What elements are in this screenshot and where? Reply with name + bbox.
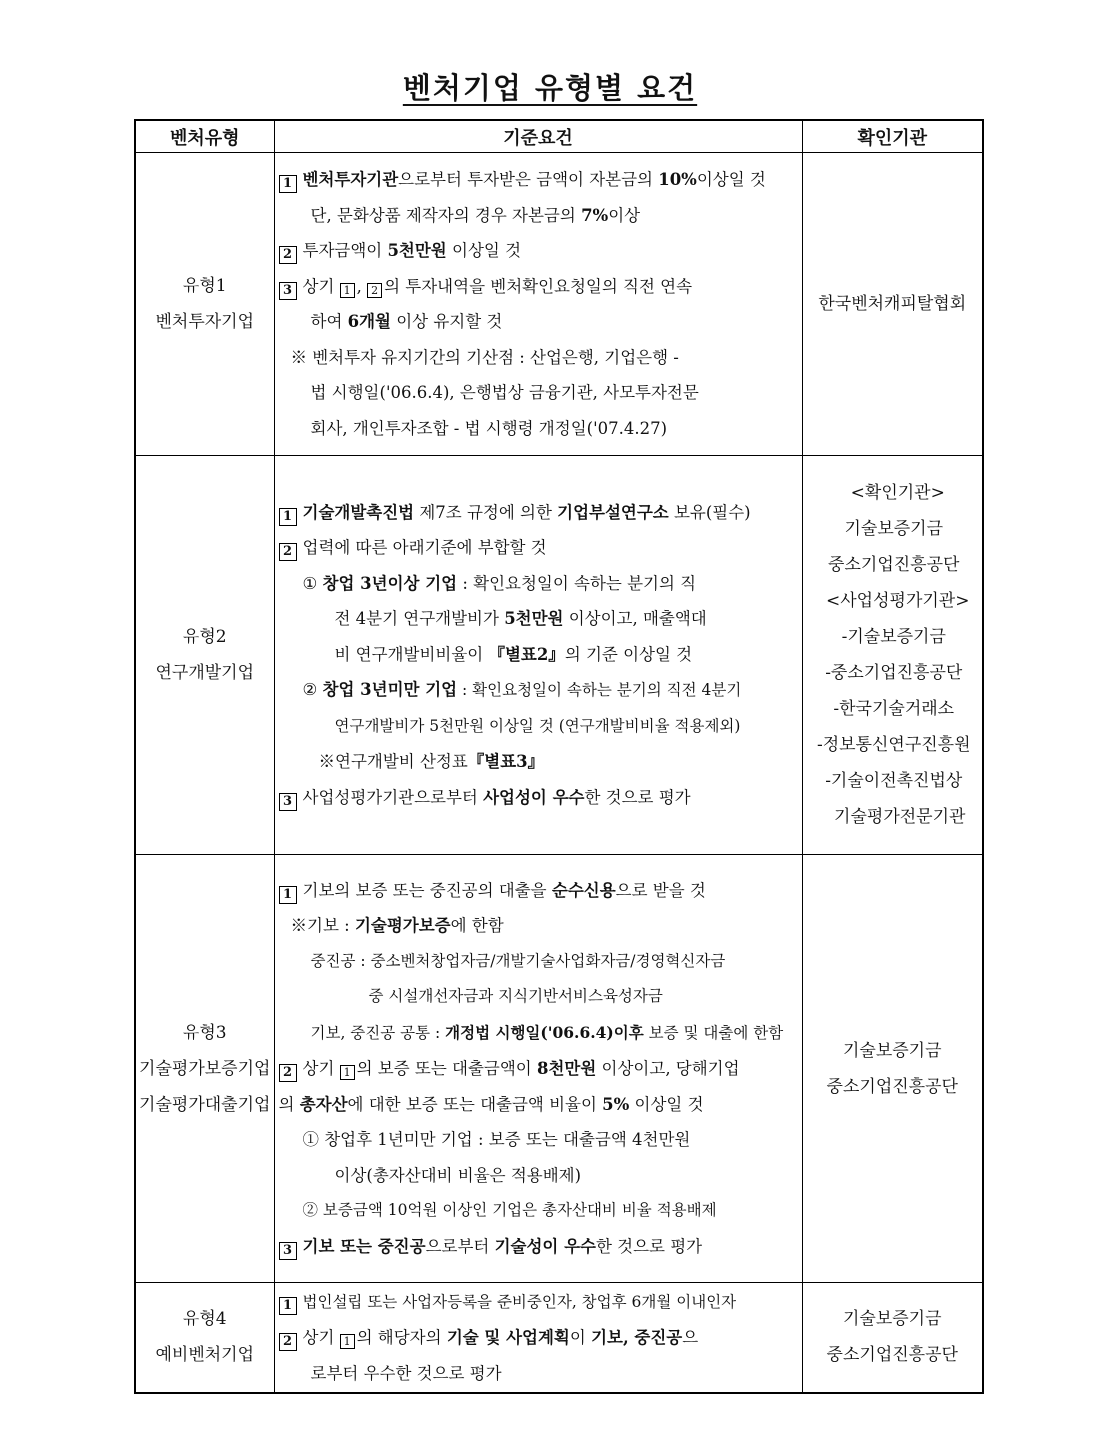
table-header-row [135, 120, 983, 153]
requirements-cell: 1 법인설립 또는 사업자등록을 준비중인자, 창업후 6개월 이내인자 2 상기 1 의 해당자의 기술 및 사업계획이 기보, 중진공으 로부터 우수한 것으로 평가 [274, 1283, 802, 1393]
numbered-box: 1 [340, 1334, 355, 1349]
table-row-type2 [135, 456, 983, 855]
requirements-cell: 1 기보의 보증 또는 중진공의 대출을 순수신용으로 받을 것 ※기보 : 기술평가보증에 한함 중진공 : 중소벤처창업자금/개발기술사업화자금/경영혁신자금 중 시설개선자금과 지식기반서비스육성자금 기보, 중진공 공통 : 개정법 시행일('06.6.4)이후 보증 및 대출에 한함 2 상기 1 의 보증 또는 대출금액이 8천만원 이상이고, 당해기업 의 총자산에 대한 보증 또는 대출금액 비율이 5% 이상일 것 ① 창업후 1년미만 기업 : 보증 또는 대출금액 4천만원 이상(총자산대비 비율은 적용배제) ② 보증금액 10억원 이상인 기업은 총자산대비 비율 적용배제 3 기보 또는 중진공으로부터 기술성이 우수한 것으로 평가 [274, 855, 802, 1283]
numbered-box: 2 [279, 246, 297, 264]
type-number: 유형3 [182, 1022, 227, 1043]
type-name: 기술평가대출기업 [139, 1094, 271, 1115]
note-line: ※ 벤처투자 유지기간의 기산점 : 산업은행, 기업은행 - [290, 347, 679, 367]
type-cell [135, 1283, 274, 1393]
agency-cell [802, 456, 983, 855]
numbered-box: 1 [279, 508, 297, 526]
agency-cell [802, 855, 983, 1283]
type-name: 벤처투자기업 [155, 312, 255, 332]
agency-name: 기술보증기금 [844, 519, 944, 539]
agency-name: -기술보증기금 [841, 627, 946, 647]
table-row-type4 [135, 1283, 983, 1393]
numbered-box: 2 [279, 1064, 297, 1082]
agency-name: 중소기업진흥공단 [828, 555, 960, 575]
agency-name: -정보통신연구진흥원 [816, 735, 971, 755]
agency-name: 중소기업진흥공단 [826, 1345, 958, 1366]
type-number: 유형1 [182, 276, 227, 296]
table-row-type1 [135, 153, 983, 456]
numbered-box: 3 [279, 1242, 297, 1260]
agency-name: <사업성평가기관> [826, 591, 970, 611]
type-name: 연구개발기업 [155, 663, 255, 683]
numbered-box: 1 [279, 886, 297, 904]
agency-cell [802, 153, 983, 456]
type-number: 유형2 [182, 627, 227, 647]
agency-name: 기술평가전문기관 [834, 807, 966, 827]
requirements-cell: 1 벤처투자기관으로부터 투자받은 금액이 자본금의 10%이상일 것 단, 문화상품 제작자의 경우 자본금의 7%이상 2 투자금액이 5천만원 이상일 것 3 상기 1 , 2 의 투자내역을 벤처확인요청일의 직전 연속 하여 6개월 이상 유지할 것 ※ 벤처투자 유지기간의 기산점 : 산업은행, 기업은행 - 법 시행일('06.6.4), 은행법상 금융기관, 사모투자전문 회사, 개인투자조합 - 법 시행령 개정일('07.4.27) [274, 153, 802, 456]
agency-name: 중소기업진흥공단 [826, 1076, 958, 1097]
numbered-box: 3 [279, 793, 297, 811]
agency-name: 기술보증기금 [842, 1040, 942, 1061]
type-cell [135, 855, 274, 1283]
numbered-box: 1 [279, 175, 297, 193]
type-cell [135, 456, 274, 855]
numbered-box: 2 [279, 543, 297, 561]
agency-name: -중소기업진흥공단 [825, 663, 963, 683]
agency-name: -기술이전촉진법상 [825, 771, 963, 791]
numbered-box: 2 [279, 1333, 297, 1351]
table-row-type3 [135, 855, 983, 1283]
numbered-box: 1 [340, 283, 355, 298]
header-requirements: 기준요건 [274, 120, 802, 153]
venture-requirements-table [134, 119, 984, 1394]
page-title: 벤처기업 유형별 요건 [402, 71, 698, 105]
agency-name: 기술보증기금 [842, 1309, 942, 1330]
numbered-box: 1 [279, 1297, 297, 1315]
type-number: 유형4 [182, 1309, 227, 1330]
header-confirming-agency: 확인기관 [802, 120, 983, 153]
numbered-box: 1 [340, 1065, 355, 1080]
numbered-box: 3 [279, 282, 297, 300]
type-name: 기술평가보증기업 [139, 1058, 271, 1079]
type-cell [135, 153, 274, 456]
agency-name: <확인기관> [850, 483, 945, 503]
type-name: 예비벤처기업 [155, 1345, 255, 1366]
header-venture-type: 벤처유형 [135, 120, 274, 153]
agency-name: -한국기술거래소 [833, 699, 955, 719]
requirements-cell: 1 기술개발촉진법 제7조 규정에 의한 기업부설연구소 보유(필수) 2 업력에 따른 아래기준에 부합할 것 ① 창업 3년이상 기업 : 확인요청일이 속하는 분기의 직 전 4분기 연구개발비가 5천만원 이상이고, 매출액대 비 연구개발비비율이 『별표2』의 기준 이상일 것 ② 창업 3년미만 기업 : 확인요청일이 속하는 분기의 직전 4분기 연구개발비가 5천만원 이상일 것 (연구개발비비율 적용제외) ※연구개발비 산정표『별표3』 3 사업성평가기관으로부터 사업성이 우수한 것으로 평가 [274, 456, 802, 855]
agency-cell [802, 1283, 983, 1393]
agency-name: 한국벤처캐피탈협회 [818, 294, 967, 314]
numbered-box: 2 [367, 283, 382, 298]
